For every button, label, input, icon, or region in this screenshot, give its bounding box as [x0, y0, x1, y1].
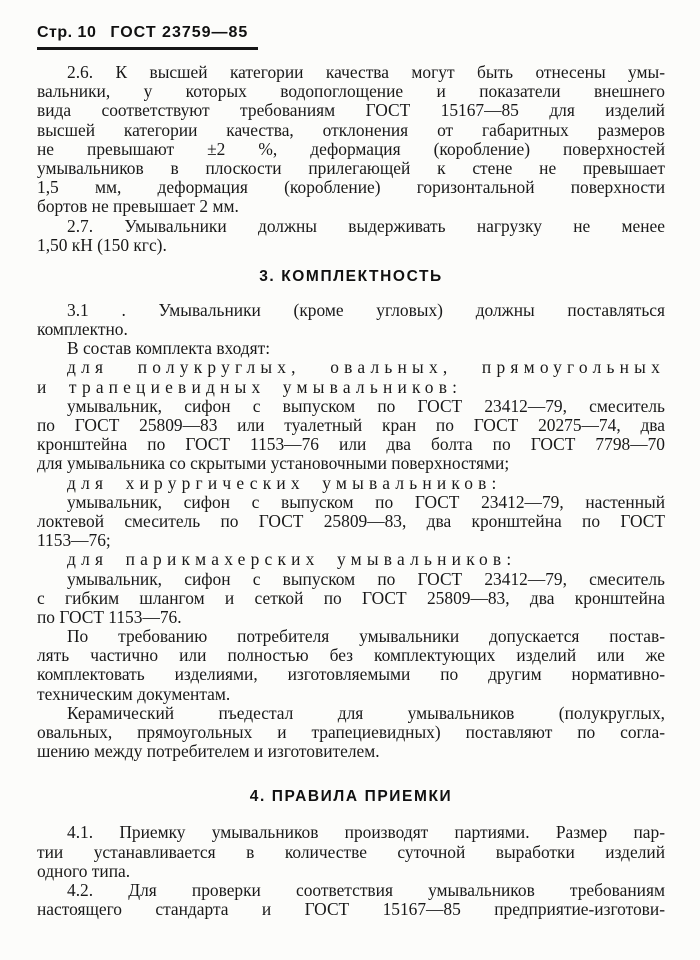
paragraph [37, 358, 665, 396]
text-line: вида соответствуют требованиям ГОСТ 15167—85 для изделий [37, 101, 665, 121]
text-line: 2.6. К высшей категории качества могут быть отнесены умы- [67, 63, 665, 82]
text-line: комплектовать изделиями, изготовляемыми по другим нормативно- [37, 665, 665, 685]
text-line: 1153—76; [37, 531, 111, 551]
text-line: для умывальника со скрытыми установочными поверхностями; [37, 454, 510, 474]
text-line: 4.2. Для проверки соответствия умывальников требованиям [67, 880, 665, 900]
text-line: вальники, у которых водопоглощение и показатели внешнего [37, 82, 665, 102]
paragraph [37, 301, 665, 339]
text-line: В состав комплекта входят: [67, 339, 271, 359]
paragraph [37, 474, 665, 493]
text-line: 2.7. Умывальники должны выдерживать нагрузку не менее [67, 216, 665, 236]
section-heading: 4. ПРАВИЛА ПРИЕМКИ [249, 788, 453, 806]
paragraph [37, 704, 665, 762]
text-line: кронштейна по ГОСТ 1153—76 или два болта по ГОСТ 7798—70 [37, 435, 665, 455]
text-line: 4.1. Приемку умывальников производят партиями. Размер пар- [67, 823, 665, 843]
text-line: лять частично или полностью без комплектующих изделий или же [37, 646, 665, 666]
text-line: тии устанавливается в количестве суточной выработки изделий [37, 842, 665, 862]
text-line: по ГОСТ 25809—83 или туалетный кран по ГОСТ 20275—74, два [37, 416, 665, 435]
paragraph [37, 217, 665, 255]
text-line: настоящего стандарта и ГОСТ 15167—85 предприятие-изготови- [37, 900, 665, 920]
text-line: умывальник, сифон с выпуском по ГОСТ 23412—79, настенный [67, 492, 665, 512]
text-line: шению между потребителем и изготовителем. [37, 742, 380, 762]
page-header [37, 24, 258, 50]
text-line: с гибким шлангом и сеткой по ГОСТ 25809—83, два кронштейна [37, 588, 665, 608]
text-line: для парикмахерских умывальников: [67, 550, 517, 570]
text-line: для полукруглых, овальных, прямоугольных [67, 358, 665, 378]
paragraph [37, 397, 665, 474]
paragraph [37, 570, 665, 628]
text-line: одного типа. [37, 861, 131, 881]
doc-number: ГОСТ 23759—85 [110, 24, 249, 41]
text-line: овальных, прямоугольных и трапециевидных) поставляют по согла- [37, 723, 665, 742]
text-line: 3.1 . Умывальники (кроме угловых) должны поставляться [67, 300, 665, 320]
paragraph [37, 823, 665, 881]
text-line: не превышают ±2 %, деформация (коробление) поверхностей [37, 139, 665, 159]
section-heading: 3. КОМПЛЕКТНОСТЬ [259, 267, 443, 285]
paragraph [37, 493, 665, 551]
paragraph [37, 339, 665, 358]
paragraph [37, 627, 665, 704]
text-line: По требованию потребителя умывальники допускается постав- [67, 627, 665, 647]
page-number-label: Стр. 10 [37, 24, 97, 41]
text-line: умывальников в плоскости прилегающей к стене не превышает [37, 158, 665, 178]
text-line: комплектно. [37, 320, 128, 340]
text-line: по ГОСТ 1153—76. [37, 607, 182, 627]
text-line: 1,50 кН (150 кгс). [37, 235, 167, 255]
text-line: умывальник, сифон с выпуском по ГОСТ 23412—79, смеситель [67, 569, 665, 589]
text-line: локтевой смеситель по ГОСТ 25809—83, два кронштейна по ГОСТ [37, 511, 665, 531]
text-line: 1,5 мм, деформация (коробление) горизонтальной поверхности [37, 178, 665, 198]
text-line: высшей категории качества, отклонения от габаритных размеров [37, 120, 665, 140]
text-line: бортов не превышает 2 мм. [37, 197, 239, 217]
text-line: и трапециевидных умывальников: [37, 377, 463, 397]
text-line: техническим документам. [37, 684, 231, 704]
paragraph [37, 881, 665, 919]
text-line: Керамический пъедестал для умывальников (полукруглых, [67, 703, 665, 723]
text-line: для хирургических умывальников: [67, 473, 502, 493]
document-body [37, 63, 665, 919]
paragraph [37, 550, 665, 569]
paragraph [37, 63, 665, 217]
text-line: умывальник, сифон с выпуском по ГОСТ 23412—79, смеситель [67, 396, 665, 416]
